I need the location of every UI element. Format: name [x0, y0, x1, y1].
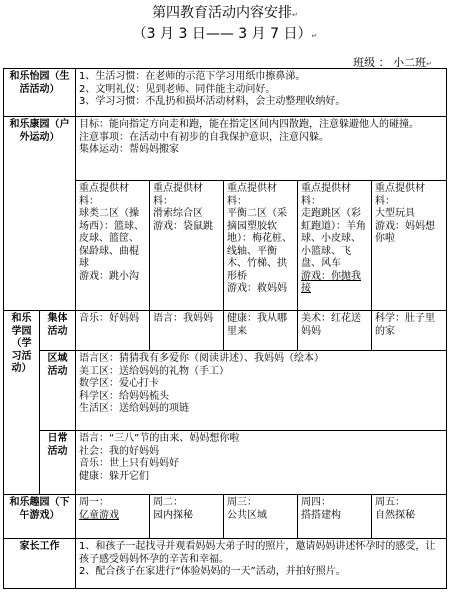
outdoor-notice: 注意事项：在活动中有初步的自我保护意识，注意闪躲。 [79, 131, 329, 143]
group-cell: 音乐：好妈妈 [76, 311, 150, 351]
daily-item: 健康：躲开它们 [79, 470, 149, 482]
section-outdoor-name: 和乐康园（户外运动） [4, 117, 76, 311]
daily-content [76, 431, 447, 495]
focus-cell: 重点提供材料： 平衡二区（采摘园塑胶软地）：梅花桩、线轴、平衡木、竹梯、拱形桥 游戏：救妈妈 [224, 181, 298, 311]
focus-cell: 重点提供材料： 球类二区（操场西）：篮球、皮球、篮筐、保龄球、曲棍球 游戏：跳小沟 [76, 181, 150, 311]
parents-content [76, 539, 447, 589]
class-name: 小二班 [393, 56, 427, 69]
area-item: 美工区：送给妈妈的礼物（手工） [79, 365, 229, 377]
date-range: （3 月 3 日—— 3 月 7 日）↵ [132, 26, 318, 42]
play-day-cell: 周四： 搭搭建构 [298, 495, 372, 539]
section-life-name: 和乐怡园（生活活动） [4, 69, 76, 117]
learning-area-name: 区域活动 [40, 351, 76, 431]
section-play-name: 和乐趣园（下午游戏） [4, 495, 76, 539]
life-item: 3、学习习惯：不乱扔和损坏活动材料，会主动整理收纳好。 [79, 96, 346, 107]
row-life [4, 69, 447, 117]
play-day-cell: 周五： 自然探秘 [372, 495, 447, 539]
learning-group-name: 集体活动 [40, 311, 76, 351]
class-label: 班级 ： [353, 56, 390, 69]
row-learning-group [4, 311, 447, 351]
area-content [76, 351, 447, 431]
life-item: 2、文明礼仪：见到老师、同伴能主动问好。 [79, 83, 276, 95]
daily-item: 社会：我的好妈妈 [79, 445, 159, 457]
focus-cell: 重点提供材料： 滑索综合区 游戏：袋鼠跳 [150, 181, 224, 311]
group-cell: 美术：红花送妈妈 [298, 311, 372, 351]
area-item: 语言区：猜猜我有多爱你（阅读讲述）、我妈妈（绘本） [79, 353, 324, 364]
life-item: 1、生活习惯：在老师的示范下学习用纸巾擦鼻涕。 [79, 71, 306, 82]
group-cell: 健康：我从哪里来 [224, 311, 298, 351]
focus-cell: 重点提供材料： 走跑跳区（彩虹跑道）：羊角球、小皮球、小篮球、飞盘、风车 游戏：你抛我接 [298, 181, 372, 311]
daily-item: 音乐：世上只有妈妈好 [79, 458, 179, 469]
row-outdoor-goal [4, 117, 447, 181]
section-learning-name: 和乐学园（学习活动） [4, 311, 40, 495]
play-day-cell: 周二： 园内探秘 [150, 495, 224, 539]
row-parents [4, 539, 447, 589]
daily-item: 语言：“三八”节的由来、妈妈想你啦 [79, 433, 240, 444]
row-learning-daily [4, 431, 447, 495]
class-line: 班级 ： 小二班↵ [353, 56, 432, 69]
outdoor-goal [76, 117, 447, 181]
area-item: 科学区：给妈妈梳头 [79, 390, 169, 402]
outdoor-goal-text: 目标：能向指定方向走和跑，能在指定区间内四散跑，注意躲避他人的碰撞。 [79, 119, 419, 130]
parents-item: 2、配合孩子在家进行“体验妈妈的一天”活动，并拍好照片。 [79, 566, 346, 577]
schedule-table [3, 68, 447, 589]
row-play [4, 495, 447, 539]
group-cell: 科学：肚子里的家 [372, 311, 447, 351]
parents-item: 1、和孩子一起找寻并观看妈妈大弟子时的照片，邀请妈妈讲述怀孕时的感受，让孩子感受妈妈怀孕的辛苦和幸福。 [79, 541, 436, 565]
learning-daily-name: 日常活动 [40, 431, 76, 495]
area-item: 数学区：爱心打卡 [79, 378, 159, 389]
group-cell: 语言：我妈妈 [150, 311, 224, 351]
row-learning-area [4, 351, 447, 431]
play-day-cell: 周三： 公共区域 [224, 495, 298, 539]
section-parents-name: 家长工作 [4, 539, 76, 589]
area-item: 生活区：送给妈妈的项链 [79, 403, 189, 414]
focus-cell: 重点提供材料： 大型玩具 游戏：妈妈想你啦 [372, 181, 447, 311]
play-day-cell: 周一： 亿童游戏 [76, 495, 150, 539]
outdoor-group-game: 集体运动：帮妈妈搬家 [79, 144, 179, 155]
page-title: 第四教育活动内容安排↵ [152, 5, 298, 21]
life-content [76, 69, 447, 117]
